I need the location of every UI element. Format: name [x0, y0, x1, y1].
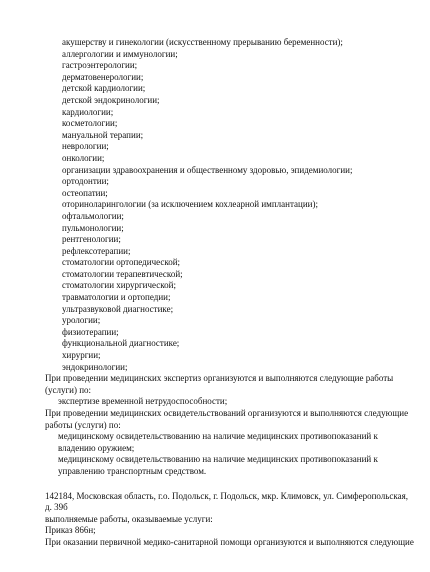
address: 142184, Московская область, г.о. Подольск, г. Подольск, мкр. Климовск, ул. Симферопольская, д. 39б	[45, 490, 409, 513]
list-item: остеопатии;	[62, 187, 108, 198]
list-item: рефлексотерапии;	[62, 245, 131, 256]
list-item: неврологии;	[62, 141, 109, 152]
list-item: кардиологии;	[62, 106, 114, 117]
list-item: эндокринологии;	[62, 361, 128, 372]
list-item: оториноларингологии (за исключением кохлеарной имплантации);	[62, 199, 318, 210]
list-item: физиотерапии;	[62, 326, 119, 337]
list-item: ультразвуковой диагностике;	[62, 303, 174, 314]
expertise-heading: При проведении медицинских экспертиз организуются и выполняются следующие работы (услуги) по:	[45, 373, 394, 395]
list-item: урологии;	[62, 315, 101, 326]
works-label: выполняемые работы, оказываемые услуги:	[45, 513, 213, 524]
examination-item: медицинскому освидетельствованию на наличие медицинских противопоказаний к владению оружием;	[58, 431, 378, 453]
list-item: хирургии;	[62, 350, 101, 361]
section-gap	[45, 478, 410, 491]
examination-item: медицинскому освидетельствованию на наличие медицинских противопоказаний к управлению транспортным средством.	[58, 454, 378, 476]
list-item: акушерству и гинекологии (искусственному прерыванию беременности);	[62, 37, 343, 47]
list-item: стоматологии ортопедической;	[62, 257, 181, 268]
expertise-item: экспертизе временной нетрудоспособности;	[58, 396, 228, 407]
list-item: мануальной терапии;	[62, 129, 144, 140]
specialty-list	[45, 37, 410, 373]
order-number: Приказ 866н;	[45, 525, 96, 536]
list-item: организации здравоохранения и общественному здоровью, эпидемиологии;	[62, 164, 353, 175]
list-item: детской эндокринологии;	[62, 94, 160, 105]
list-item: пульмонологии;	[62, 222, 124, 233]
list-item: функциональной диагностике;	[62, 338, 180, 349]
list-item: ортодонтии;	[62, 176, 109, 187]
list-item: детской кардиологии;	[62, 83, 146, 94]
list-item: стоматологии хирургической;	[62, 280, 176, 291]
list-item: аллергологии и иммунологии;	[62, 48, 178, 59]
list-item: офтальмологии;	[62, 210, 124, 221]
list-item: стоматологии терапевтической;	[62, 268, 183, 279]
list-item: косметологии;	[62, 118, 118, 129]
examinations-heading: При проведении медицинских освидетельствований организуются и выполняются следующие работы (услуги) по:	[45, 408, 409, 430]
list-item: рентгенологии;	[62, 234, 121, 245]
list-item: дерматовенерологии;	[62, 71, 144, 82]
list-item: онкологии;	[62, 152, 105, 163]
paragraph-text: При оказании первичной медико-санитарной помощи организуются и выполняются следующие	[45, 536, 414, 547]
list-item: гастроэнтерологии;	[62, 60, 138, 71]
list-item: травматологии и ортопедии;	[62, 292, 171, 303]
